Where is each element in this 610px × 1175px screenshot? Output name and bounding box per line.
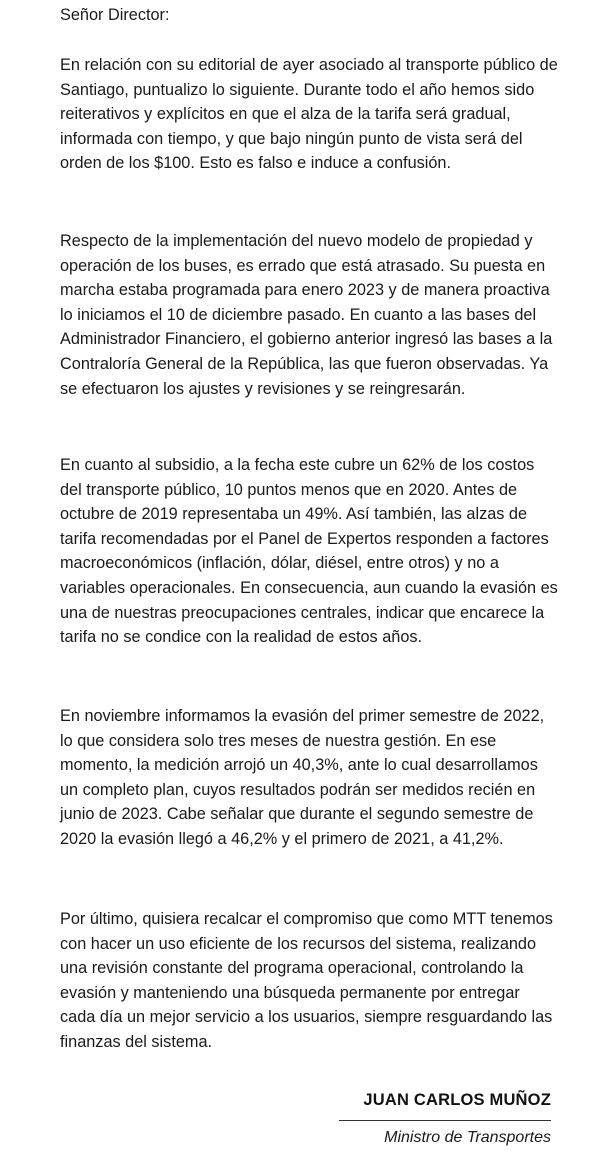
letter-paragraph-5: Por último, quisiera recalcar el compromiso que como MTT tenemos con hacer un uso eficiente de los recursos del sistema, realizando una revisión constante del programa operacional, controlando la evasión y manteniendo una búsqueda permanente por entregar cada día un mejor servicio a los usuarios, siempre resguardando las finanzas del sistema. [60,910,553,1051]
letter-paragraph-3: En cuanto al subsidio, a la fecha este cubre un 62% de los costos del transporte público, 10 puntos menos que en 2020. Antes de octubre de 2019 representaba un 49%. Así también, las alzas de tarifa recomendadas por el Panel de Expertos responden a factores macroeconómicos (inflación, dólar, diésel, entre otros) y no a variables operacionales. En consecuencia, aun cuando la evasión es una de nuestras preocupaciones centrales, indicar que encarece la tarifa no se condice con la realidad de estos años. [60,456,558,647]
letter-greeting: Señor Director: [60,6,170,24]
letter-paragraph-2: Respecto de la implementación del nuevo modelo de propiedad y operación de los buses, es errado que está atrasado. Su puesta en marcha estaba programada para enero 2023 y de manera proactiva lo iniciamos el 10 de diciembre pasado. En cuanto a las bases del Administrador Financiero, el gobierno anterior ingresó las bases a la Contraloría General de la República, las que fueron observadas. Ya se efectuaron los ajustes y revisiones y se reingresarán. [60,232,553,398]
signature-name: JUAN CARLOS MUÑOZ [363,1091,551,1109]
signature-role: Ministro de Transportes [384,1129,551,1146]
letter-paragraph-1: En relación con su editorial de ayer asociado al transporte público de Santiago, puntualizo lo siguiente. Durante todo el año hemos sido reiterativos y explícitos en que el alza de la tarifa será gradual, informada con tiempo, y que bajo ningún punto de vista será del orden de los $100. Esto es falso e induce a confusión. [60,56,558,173]
letter-paragraph-4: En noviembre informamos la evasión del primer semestre de 2022, lo que considera solo tres meses de nuestra gestión. En ese momento, la medición arrojó un 40,3%, ante lo cual desarrollamos un completo plan, cuyos resultados podrán ser medidos recién en junio de 2023. Cabe señalar que durante el segundo semestre de 2020 la evasión llegó a 46,2% y el primero de 2021, a 41,2%. [60,707,545,848]
signature-divider [339,1120,551,1121]
